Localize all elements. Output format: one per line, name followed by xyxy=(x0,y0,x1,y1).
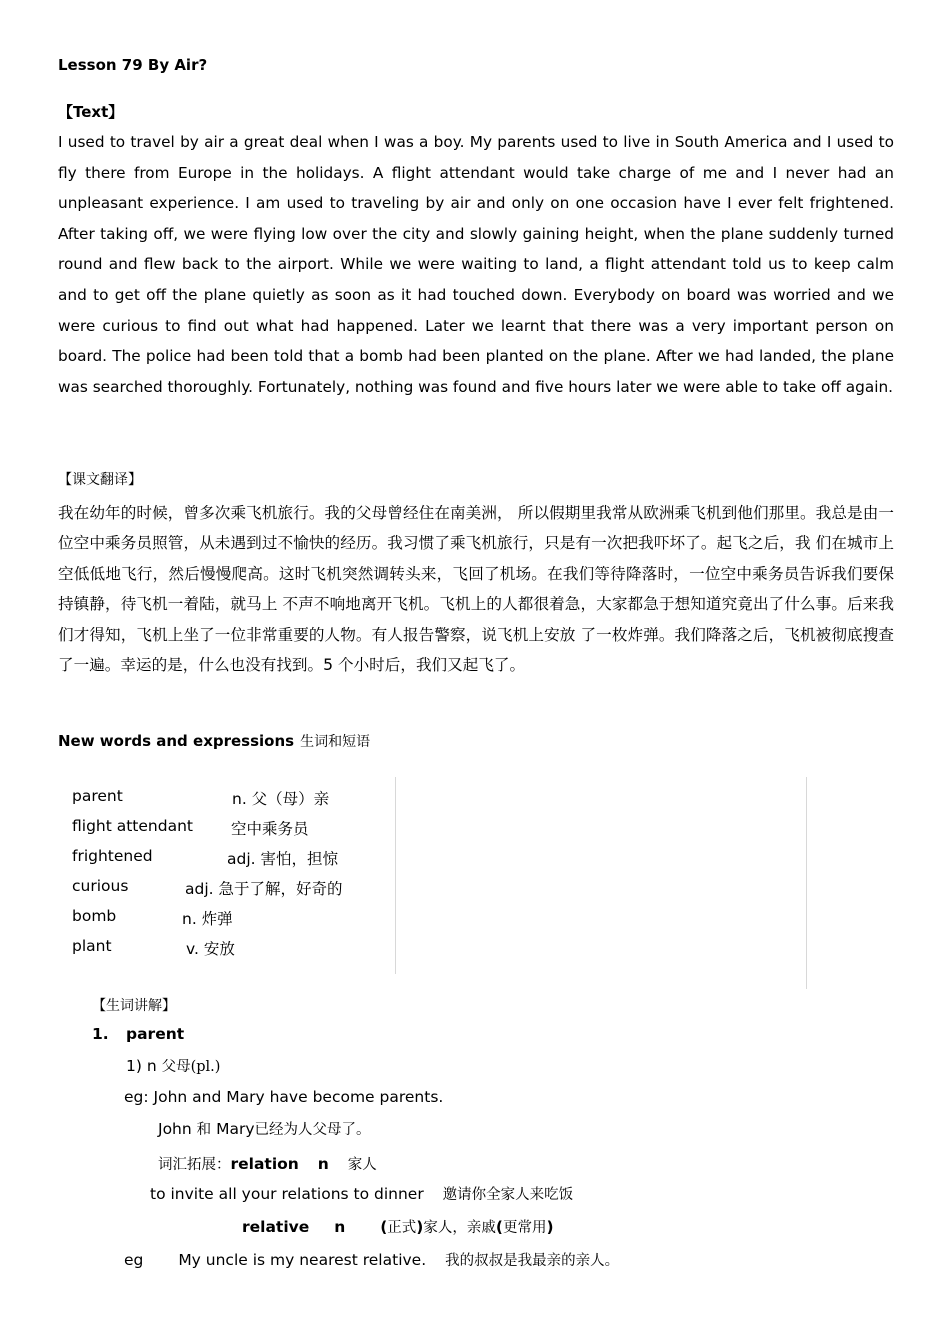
translation-paragraph: 我在幼年的时候，曾多次乘飞机旅行。我的父母曾经住在南美洲， 所以假期里我常从欧洲乘飞机到他们那里。我总是由一位空中乘务员照管，从未遇到过不愉快的经历。我习惯了乘飞机旅行，只是有一次把我吓坏了。起飞之后，我 们在城市上空低低地飞行，然后慢慢爬高。这时飞机突然调转头来，飞回了机场。在我们等待降落时，一位空中乘务员告诉我们要保持镇静，待飞机一着陆，就马上 不声不响地离开飞机。飞机上的人都很着急，大家都急于想知道究竟出了什么事。后来我们才得知，飞机上坐了一位非常重要的人物。有人报告警察，说飞机上安放 了一枚炸弹。我们降落之后，飞机被彻底搜查了一遍。幸运的是，什么也没有找到。5 个小时后，我们又起飞了。 xyxy=(58,504,894,675)
ext2-word: relative xyxy=(242,1218,310,1236)
eg2-cn: 我的叔叔是我最亲的亲人。 xyxy=(445,1253,620,1269)
eg-cn-end: 已经为人父母了。 xyxy=(254,1122,371,1138)
ext2-cn: 家人，亲戚 xyxy=(423,1220,496,1236)
ext2-more: 更常用 xyxy=(502,1220,547,1236)
example-translation xyxy=(158,1118,371,1139)
eg-cn-mid: 和 xyxy=(196,1122,212,1138)
eg-cn-en2: Mary xyxy=(216,1120,255,1138)
ext-cn: 家人 xyxy=(347,1157,377,1173)
ext-word: relation xyxy=(230,1155,299,1173)
extension2-line xyxy=(242,1216,554,1237)
ext2-more-close: ) xyxy=(546,1218,554,1236)
ext-example-cn: 邀请你全家人来吃饭 xyxy=(442,1187,574,1203)
vocab-meaning: v. 安放 xyxy=(186,940,235,958)
ext2-more-open: ( xyxy=(495,1218,503,1236)
vocab-word: curious xyxy=(72,877,129,895)
eg2-en: My uncle is my nearest relative. xyxy=(178,1251,427,1269)
vocab-word: parent xyxy=(72,787,123,805)
vocab-meaning: 空中乘务员 xyxy=(231,820,309,838)
ext2-formal: 正式 xyxy=(387,1220,417,1236)
vocab-word: plant xyxy=(72,937,112,955)
eg-cn-en: John xyxy=(158,1120,192,1138)
ext2-paren-open: ( xyxy=(380,1218,388,1236)
vocab-word: bomb xyxy=(72,907,117,925)
ext-pos: n xyxy=(317,1155,329,1173)
vocab-meaning: adj. 害怕，担惊 xyxy=(227,850,338,868)
sense-pos: 1) n xyxy=(126,1057,157,1075)
lesson-title: Lesson 79 By Air? xyxy=(58,56,208,74)
example2-line xyxy=(124,1249,619,1270)
item-word: parent xyxy=(126,1025,185,1043)
vocab-meaning: adj. 急于了解，好奇的 xyxy=(185,880,343,898)
sense-line xyxy=(126,1055,220,1076)
eg-label: eg: xyxy=(124,1088,149,1106)
item-number: 1. xyxy=(92,1025,109,1043)
vocab-meaning: n. 父（母）亲 xyxy=(232,790,330,808)
ext-example-en: to invite all your relations to dinner xyxy=(150,1185,424,1203)
new-words-heading xyxy=(58,731,370,751)
ext-label: 词汇拓展： xyxy=(158,1157,231,1173)
eg-en: John and Mary have become parents. xyxy=(153,1088,444,1106)
eg2-label: eg xyxy=(124,1251,144,1269)
sense-cn: 父母(pl.) xyxy=(161,1059,221,1075)
vocab-meaning: n. 炸弹 xyxy=(182,910,233,928)
text-section-heading: 【Text】 xyxy=(58,103,124,121)
vocab-word: flight attendant xyxy=(72,817,193,835)
example-line xyxy=(124,1088,443,1106)
ext2-pos: n xyxy=(334,1218,346,1236)
vocab-word: frightened xyxy=(72,847,153,865)
ext2-paren-close: ) xyxy=(416,1218,424,1236)
text-paragraph: I used to travel by air a great deal when I was a boy. My parents used to live in South America and I used to fly there from Europe in the holidays. A flight attendant would take charge of me and I never had an unpleasant experience. I am used to traveling by air and only on one occasion have I ever felt frightened. After taking off, we were flying low over the city and slowly gaining height, when the plane suddenly turned round and flew back to the airport. While we were waiting to land, a flight attendant told us to keep calm and to get off the plane quietly as soon as it had touched down. Everybody on board was worried and we were curious to find out what had happened. Later we learnt that there was a very important person on board. The police had been told that a bomb had been planted on the plane. After we had landed, the plane was searched thoroughly. Fortunately, nothing was found and five hours later we were able to take off again. xyxy=(58,133,894,396)
new-words-heading-en: New words and expressions xyxy=(58,732,295,750)
extension-example xyxy=(150,1183,573,1204)
extension-line xyxy=(158,1153,377,1174)
explanation-section-heading: 【生词讲解】 xyxy=(92,998,176,1014)
table-divider xyxy=(395,777,396,974)
translation-section-heading: 【课文翻译】 xyxy=(58,472,142,488)
new-words-heading-cn: 生词和短语 xyxy=(300,734,371,750)
table-divider xyxy=(806,777,807,989)
